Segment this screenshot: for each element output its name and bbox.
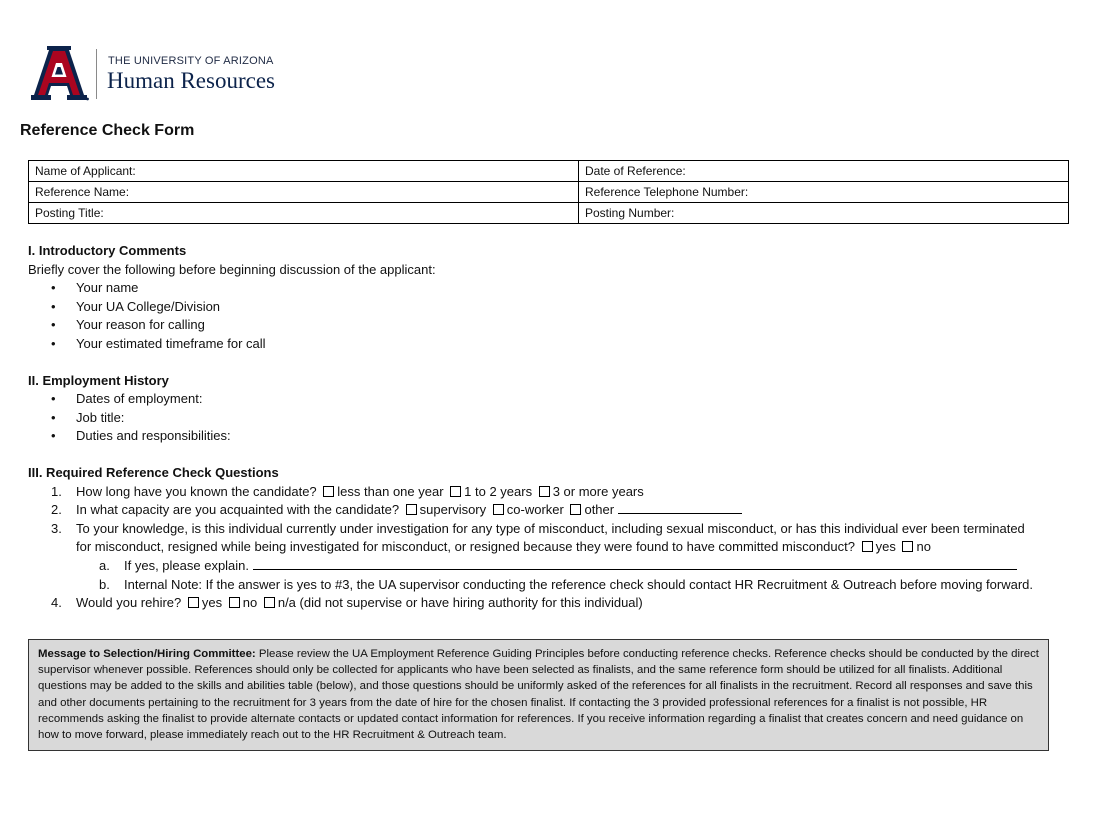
question-text: How long have you known the candidate? xyxy=(76,483,317,499)
checkbox-label: yes xyxy=(201,595,223,611)
bullet-icon: • xyxy=(51,280,56,296)
bullet-icon: • xyxy=(51,317,56,333)
message-lead: Message to Selection/Hiring Committee: xyxy=(38,648,256,660)
sub-item-text: If yes, please explain. xyxy=(124,557,250,573)
section-1-intro: Briefly cover the following before beginning discussion of the applicant: xyxy=(28,261,436,277)
bullet-icon: • xyxy=(51,428,56,444)
section-3-title: III. Required Reference Check Questions xyxy=(28,464,279,480)
list-item xyxy=(28,409,1078,428)
checkbox-label: co-worker xyxy=(506,502,564,518)
logo-divider xyxy=(96,49,97,99)
question-text: for misconduct, resigned while being investigated for misconduct, or resigned because they were found to have committed misconduct? xyxy=(76,539,855,555)
question-text: To your knowledge, is this individual currently under investigation for any type of misconduct, including sexual misconduct, or has this individual ever been terminated xyxy=(76,520,1025,536)
list-item-text: Your estimated timeframe for call xyxy=(76,335,266,351)
list-item-text: Your reason for calling xyxy=(76,317,205,333)
checkbox-label: other xyxy=(584,502,615,518)
supervisory-checkbox[interactable] xyxy=(406,504,417,515)
section-2-list xyxy=(28,390,1078,446)
misconduct-yes-checkbox[interactable] xyxy=(862,541,873,552)
table-row xyxy=(29,203,1069,224)
other-checkbox[interactable] xyxy=(570,504,581,515)
checkbox-label: no xyxy=(242,595,258,611)
applicant-name-field[interactable]: Name of Applicant: xyxy=(29,161,579,182)
list-item xyxy=(28,427,1078,446)
section-1-list xyxy=(28,279,1078,353)
bullet-icon: • xyxy=(51,409,56,425)
one-to-two-years-checkbox[interactable] xyxy=(450,486,461,497)
list-item-text: Duties and responsibilities: xyxy=(76,428,231,444)
checkbox-label: yes xyxy=(875,539,896,555)
rehire-na-checkbox[interactable] xyxy=(264,597,275,608)
message-body: Please review the UA Employment Reference Guiding Principles before conducting reference checks. Reference checks should be conducted by the direct supervisor whenever possible. References should only be collected for applicants who have been selected as finalists, and the same reference form should be utilized for all finalists. Additional questions may be added to the skills and abilities table (below), and those questions should be uniformly asked of the references for all finalists in the recruitment. Record all responses and save this and other documents pertaining to the recruitment for 3 years from the date of hire for the chosen finalist. If contacting the 3 provided professional references for a finalist is not possible, HR recommends asking the finalist to provide alternate contacts or updated contact information for references. If you receive information regarding a finalist that creates concern and need guidance on how to move forward, please immediately reach out to the HR Recruitment & Outreach team. xyxy=(38,648,1039,742)
less-than-one-year-checkbox[interactable] xyxy=(323,486,334,497)
three-or-more-years-checkbox[interactable] xyxy=(539,486,550,497)
bullet-icon: • xyxy=(51,391,56,407)
rehire-no-checkbox[interactable] xyxy=(229,597,240,608)
table-row xyxy=(29,182,1069,203)
question-3a xyxy=(28,557,1078,576)
question-4 xyxy=(28,594,1078,613)
posting-number-field[interactable]: Posting Number: xyxy=(579,203,1069,224)
question-3b xyxy=(28,576,1078,595)
internal-note-text: Internal Note: If the answer is yes to #3, the UA supervisor conducting the reference check should contact HR Recruitment & Outreach before moving forward. xyxy=(124,576,1034,592)
rehire-yes-checkbox[interactable] xyxy=(188,597,199,608)
section-1-title: I. Introductory Comments xyxy=(28,243,187,258)
date-of-reference-field[interactable]: Date of Reference: xyxy=(579,161,1069,182)
list-item xyxy=(28,316,1078,335)
list-item-text: Job title: xyxy=(76,409,125,425)
question-number: 4. xyxy=(51,595,62,611)
list-item xyxy=(28,335,1078,354)
list-item xyxy=(28,279,1078,298)
question-number: 2. xyxy=(51,502,62,518)
list-item xyxy=(28,390,1078,409)
bullet-icon: • xyxy=(51,298,56,314)
question-3 xyxy=(28,520,1078,557)
question-text-continued xyxy=(76,538,1078,557)
question-number: 1. xyxy=(51,483,62,499)
section-2-title: II. Employment History xyxy=(28,372,169,388)
reference-phone-field[interactable]: Reference Telephone Number: xyxy=(579,182,1069,203)
checkbox-label: 3 or more years xyxy=(552,483,644,499)
applicant-info-table xyxy=(28,160,1069,224)
checkbox-label: 1 to 2 years xyxy=(464,483,533,499)
form-content xyxy=(28,242,1078,613)
misconduct-no-checkbox[interactable] xyxy=(902,541,913,552)
question-text: Would you rehire? xyxy=(76,595,182,611)
university-name: THE UNIVERSITY OF ARIZONA xyxy=(108,55,274,67)
sub-item-letter: a. xyxy=(99,557,110,573)
sub-item-letter: b. xyxy=(99,576,110,592)
question-text: In what capacity are you acquainted with the candidate? xyxy=(76,502,400,518)
checkbox-label: supervisory xyxy=(419,502,487,518)
department-name: Human Resources xyxy=(107,68,275,93)
question-1 xyxy=(28,483,1078,502)
table-row xyxy=(29,161,1069,182)
co-worker-checkbox[interactable] xyxy=(493,504,504,515)
form-title: Reference Check Form xyxy=(20,122,195,139)
checkbox-label: n/a (did not supervise or have hiring authority for this individual) xyxy=(277,595,643,611)
list-item-text: Dates of employment: xyxy=(76,391,203,407)
reference-name-field[interactable]: Reference Name: xyxy=(29,182,579,203)
posting-title-field[interactable]: Posting Title: xyxy=(29,203,579,224)
checkbox-label: less than one year xyxy=(337,483,444,499)
bullet-icon: • xyxy=(51,335,56,351)
list-item xyxy=(28,298,1078,317)
question-2 xyxy=(28,501,1078,520)
checkbox-label: no xyxy=(916,539,931,555)
explanation-blank[interactable] xyxy=(253,557,1017,570)
question-number: 3. xyxy=(51,520,62,536)
university-a-logo-icon xyxy=(28,46,90,102)
other-capacity-blank[interactable] xyxy=(618,501,742,514)
list-item-text: Your UA College/Division xyxy=(76,298,221,314)
hiring-committee-message xyxy=(28,639,1049,751)
list-item-text: Your name xyxy=(76,280,139,296)
